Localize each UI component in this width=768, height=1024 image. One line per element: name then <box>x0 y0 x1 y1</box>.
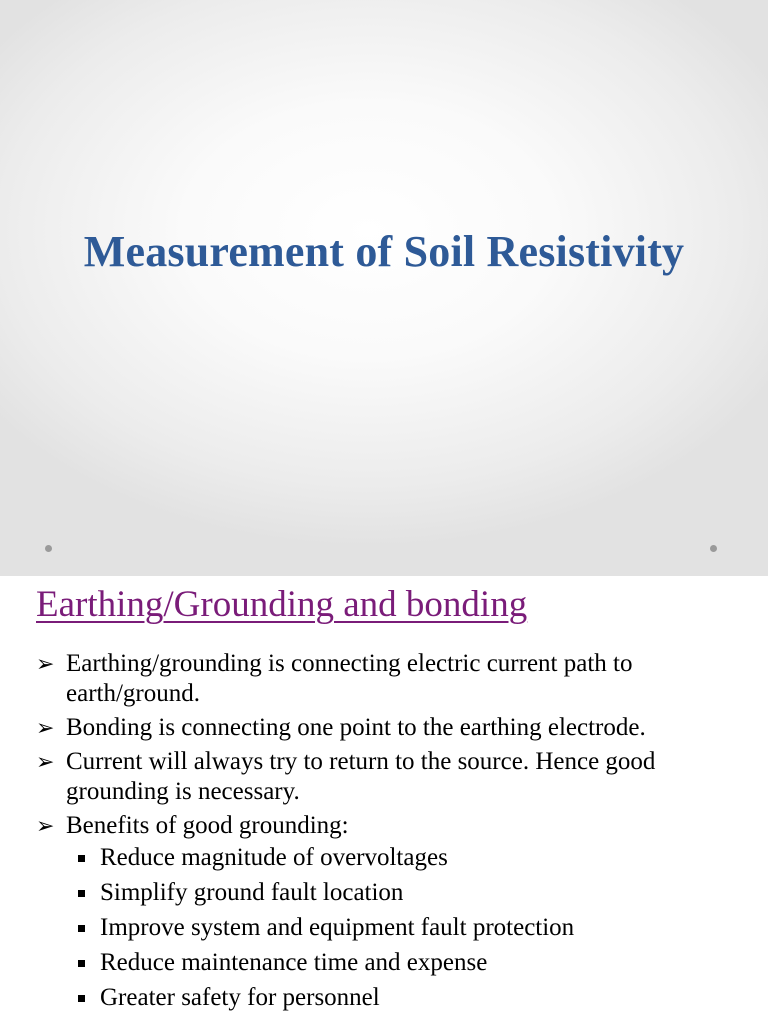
sub-list-item <box>66 843 756 873</box>
arrow-bullet-icon: ➢ <box>36 651 55 676</box>
sub-bullet-list <box>66 843 756 1013</box>
arrow-bullet-icon: ➢ <box>36 813 55 838</box>
content-slide <box>0 577 768 1024</box>
arrow-bullet-icon: ➢ <box>36 749 55 774</box>
bullet-text: Current will always try to return to the source. Hence good grounding is necessary. <box>66 748 656 805</box>
sub-bullet-text: Improve system and equipment fault protection <box>100 914 575 941</box>
sub-list-item <box>66 948 756 978</box>
square-bullet-icon <box>78 855 85 862</box>
square-bullet-icon <box>78 925 85 932</box>
square-bullet-icon <box>78 995 85 1002</box>
sub-list-item <box>66 983 756 1013</box>
square-bullet-icon <box>78 960 85 967</box>
slide-title: Measurement of Soil Resistivity <box>83 227 685 276</box>
list-item <box>36 811 756 1013</box>
list-item <box>36 713 756 743</box>
sub-bullet-text: Reduce magnitude of overvoltages <box>100 844 448 871</box>
square-bullet-icon <box>78 890 85 897</box>
bullet-text: Earthing/grounding is connecting electric current path to earth/ground. <box>66 650 633 707</box>
list-item <box>36 747 756 807</box>
sub-bullet-text: Greater safety for personnel <box>100 984 380 1011</box>
slide-dot-right-icon <box>710 545 717 552</box>
bullet-text: Benefits of good grounding: <box>66 812 349 839</box>
sub-bullet-text: Reduce maintenance time and expense <box>100 949 488 976</box>
list-item <box>36 649 756 709</box>
bullet-list <box>36 649 756 1018</box>
bullet-text: Bonding is connecting one point to the earthing electrode. <box>66 714 646 741</box>
slide-dot-left-icon <box>45 545 52 552</box>
sub-list-item <box>66 913 756 943</box>
sub-list-item <box>66 878 756 908</box>
arrow-bullet-icon: ➢ <box>36 715 55 740</box>
slide-heading: Earthing/Grounding and bonding <box>36 584 528 625</box>
sub-bullet-text: Simplify ground fault location <box>100 879 404 906</box>
